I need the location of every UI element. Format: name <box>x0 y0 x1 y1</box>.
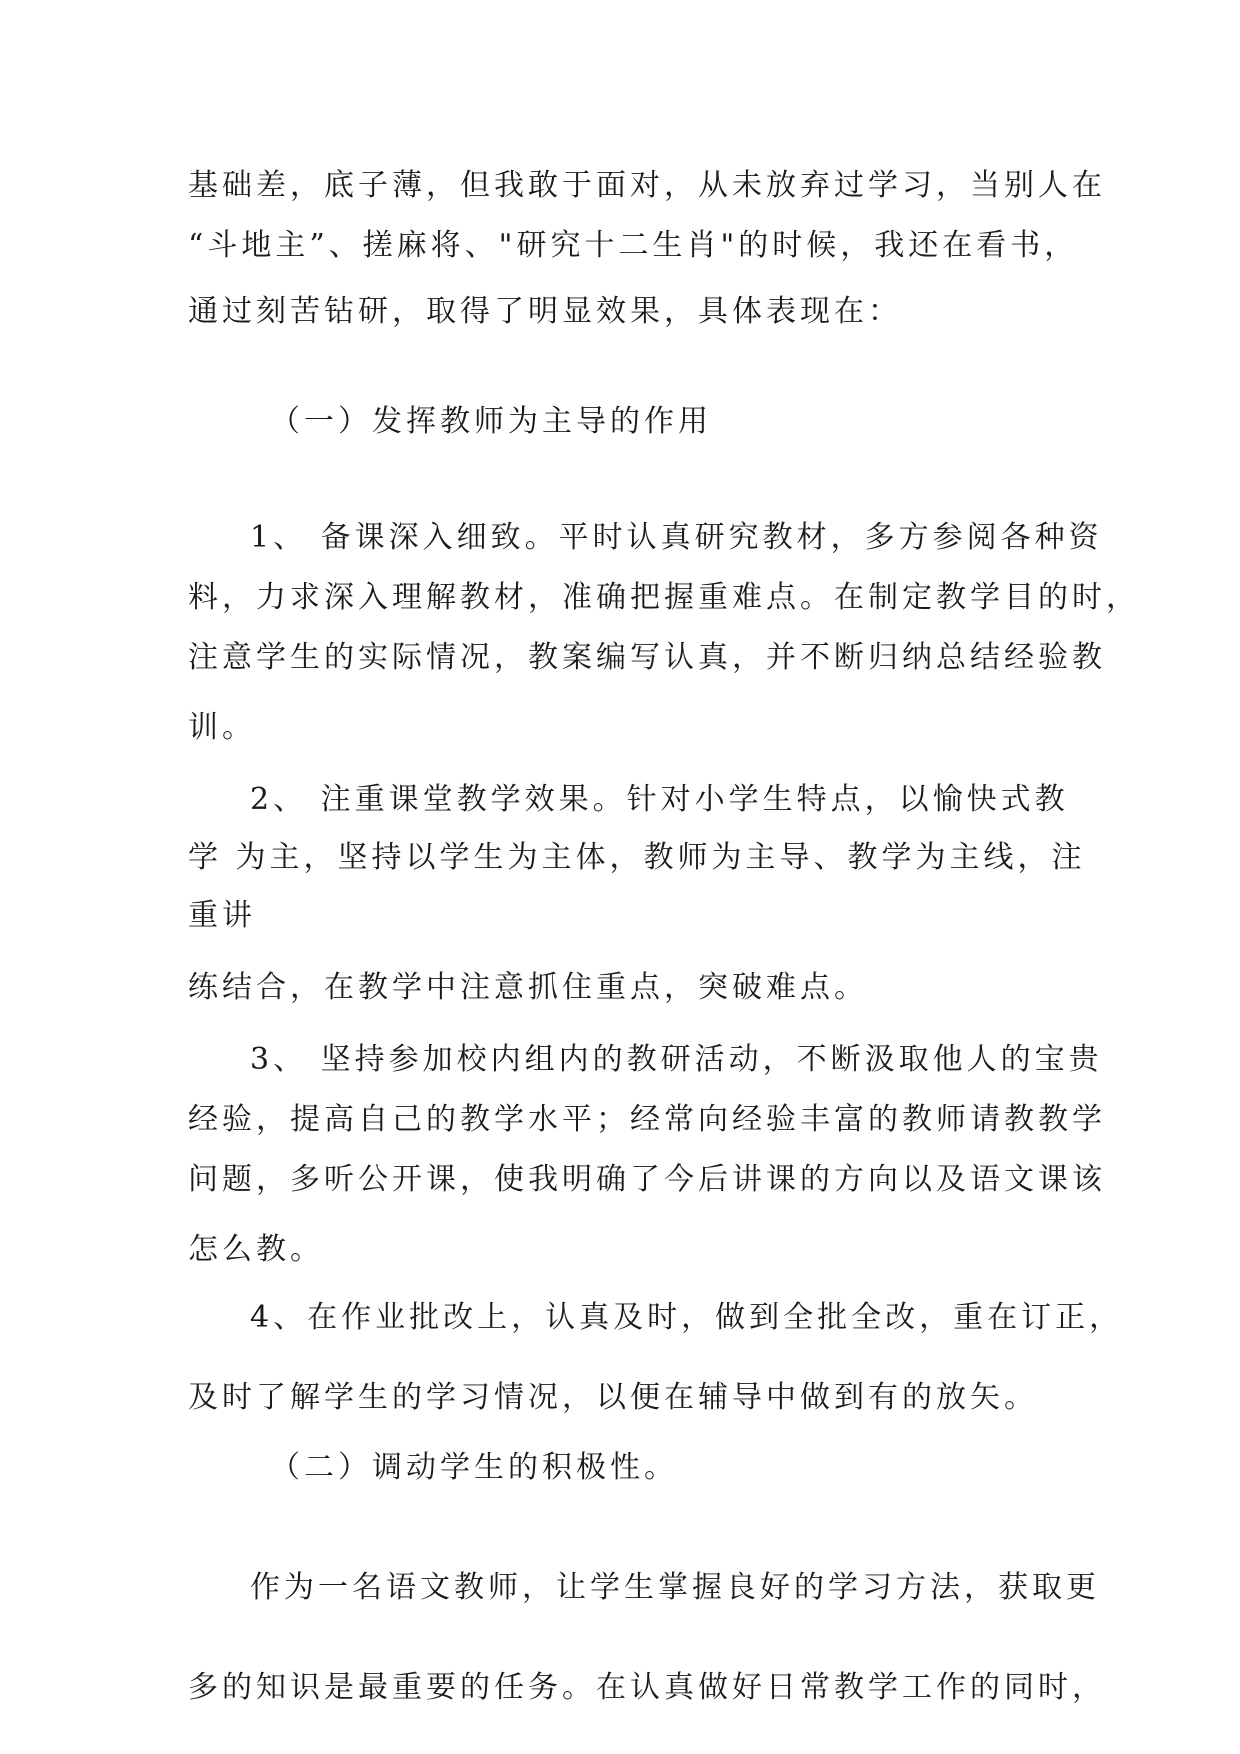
body-line-2: “斗地主”、搓麻将、"研究十二生肖"的时候，我还在看书， <box>188 228 1079 263</box>
para-line-2: 多的知识是最重要的任务。在认真做好日常教学工作的同时， <box>188 1670 1106 1705</box>
item-2-line-2: 学 为主，坚持以学生为主体，教师为主导、教学为主线，注 <box>188 840 1086 875</box>
item-1-line-1: 1、 备课深入细致。平时认真研究教材，多方参阅各种资 <box>250 520 1103 555</box>
item-3-line-2: 经验，提高自己的教学水平；经常向经验丰富的教师请教教学 <box>188 1102 1106 1137</box>
item-1-line-3: 注意学生的实际情况，教案编写认真，并不断归纳总结经验教 <box>188 640 1106 675</box>
item-1-line-4: 训。 <box>188 710 256 745</box>
item-1-line-2: 料，力求深入理解教材，准确把握重难点。在制定教学目的时， <box>188 580 1140 615</box>
item-2-line-4: 练结合，在教学中注意抓住重点，突破难点。 <box>188 970 868 1005</box>
para-line-1: 作为一名语文教师，让学生掌握良好的学习方法，获取更 <box>250 1570 1100 1605</box>
body-line-1: 基础差，底子薄，但我敢于面对，从未放弃过学习，当别人在 <box>188 168 1106 203</box>
item-2-line-3: 重讲 <box>188 898 256 933</box>
body-line-3: 通过刻苦钻研，取得了明显效果，具体表现在： <box>188 294 902 329</box>
item-2-line-1: 2、 注重课堂教学效果。针对小学生特点，以愉快式教 <box>250 782 1069 817</box>
item-3-line-1: 3、 坚持参加校内组内的教研活动，不断汲取他人的宝贵 <box>250 1042 1103 1077</box>
section-heading-2: （二）调动学生的积极性。 <box>270 1450 678 1485</box>
item-4-line-1: 4、在作业批改上，认真及时，做到全批全改，重在订正， <box>250 1300 1124 1335</box>
item-3-line-3: 问题，多听公开课，使我明确了今后讲课的方向以及语文课该 <box>188 1162 1106 1197</box>
item-4-line-2: 及时了解学生的学习情况，以便在辅导中做到有的放矢。 <box>188 1380 1038 1415</box>
item-3-line-4: 怎么教。 <box>188 1232 324 1267</box>
section-heading-1: （一）发挥教师为主导的作用 <box>270 404 712 439</box>
